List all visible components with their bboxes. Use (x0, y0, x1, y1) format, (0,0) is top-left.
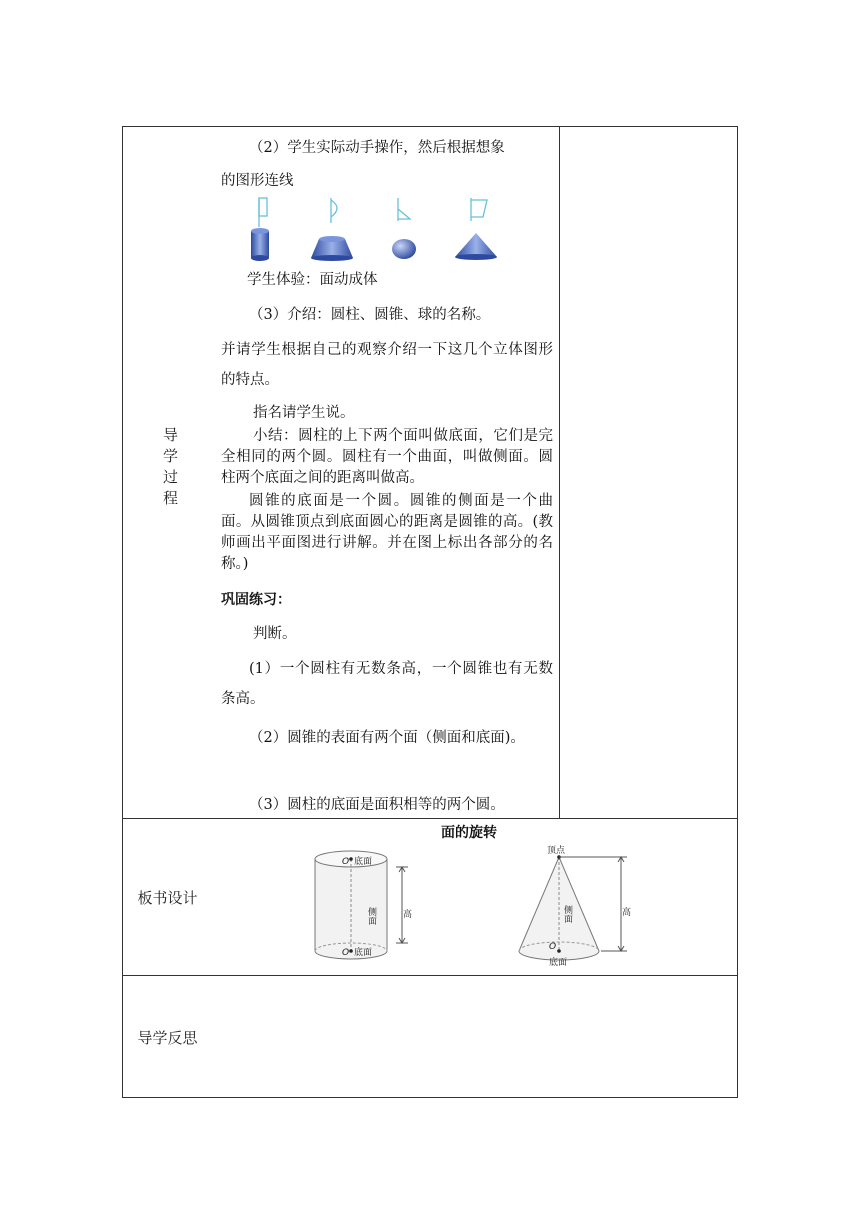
step2-line1: （2）学生实际动手操作，然后根据想象 (249, 140, 505, 156)
cone-diagram (513, 845, 643, 970)
cyl-top-o: O (342, 857, 350, 867)
frustum-icon (311, 236, 353, 261)
flag-triangle-icon (398, 198, 410, 221)
row-divider (123, 975, 737, 976)
cyl-bottom-o: O (342, 948, 350, 958)
cone-icon (455, 233, 497, 260)
cone-side-label: 侧面 (562, 905, 572, 923)
experience-text: 学生体验：面动成体 (247, 272, 378, 288)
cone-desc-text: 圆锥的底面是一个圆。圆锥的侧面是一个曲面。从圆锥顶点到底面圆心的距离是圆锥的高。(教师画出平面图进行讲解。并在图上标出各部分的名称。) (221, 493, 553, 572)
board-label: 板书设计 (137, 889, 198, 907)
step2-line2: 的图形连线 (221, 173, 294, 189)
summary-text: 小结：圆柱的上下两个面叫做底面，它们是完全相同的两个圆。圆柱有一个曲面，叫做侧面。圆柱两个底面之间的距离叫做高。 (221, 428, 553, 486)
flag-semicircle-icon (331, 198, 337, 223)
question-1: (1）一个圆柱有无数条高，一个圆锥也有无数条高。 (221, 661, 553, 707)
question-2: （2）圆锥的表面有两个面（侧面和底面)。 (249, 730, 525, 746)
cone-base-label: 底面 (549, 958, 568, 968)
flag-rect-icon (259, 198, 267, 227)
shapes-figure (243, 195, 503, 265)
cyl-bottom-label: 底面 (354, 948, 373, 958)
cyl-top-label: 底面 (354, 857, 373, 867)
cylinder-icon (251, 228, 269, 261)
question-3: （3）圆柱的底面是面积相等的两个圆。 (249, 797, 505, 813)
board-title: 面的旋转 (441, 825, 497, 841)
cyl-height-label: 高 (401, 909, 411, 918)
row-divider (123, 818, 737, 819)
lesson-table (122, 126, 738, 1098)
cone-center-o: O (549, 942, 557, 952)
judge-text: 判断。 (253, 626, 297, 642)
sphere-icon (392, 239, 416, 259)
step3-text: （3）介绍：圆柱、圆锥、球的名称。 (249, 307, 491, 323)
cyl-side-label: 侧面 (366, 907, 376, 925)
flag-trapezoid-icon (471, 198, 487, 221)
intro-text: 并请学生根据自己的观察介绍一下这几个立体图形的特点。 (221, 342, 553, 388)
practice-title: 巩固练习： (221, 592, 291, 608)
process-label: 导学过程 (161, 427, 179, 511)
cone-height-label: 高 (620, 907, 630, 916)
cone-apex-label: 顶点 (547, 846, 566, 856)
reflection-label: 导学反思 (137, 1029, 198, 1047)
cylinder-diagram (308, 845, 418, 967)
column-divider-right (559, 127, 560, 818)
call-text: 指名请学生说。 (253, 405, 355, 421)
